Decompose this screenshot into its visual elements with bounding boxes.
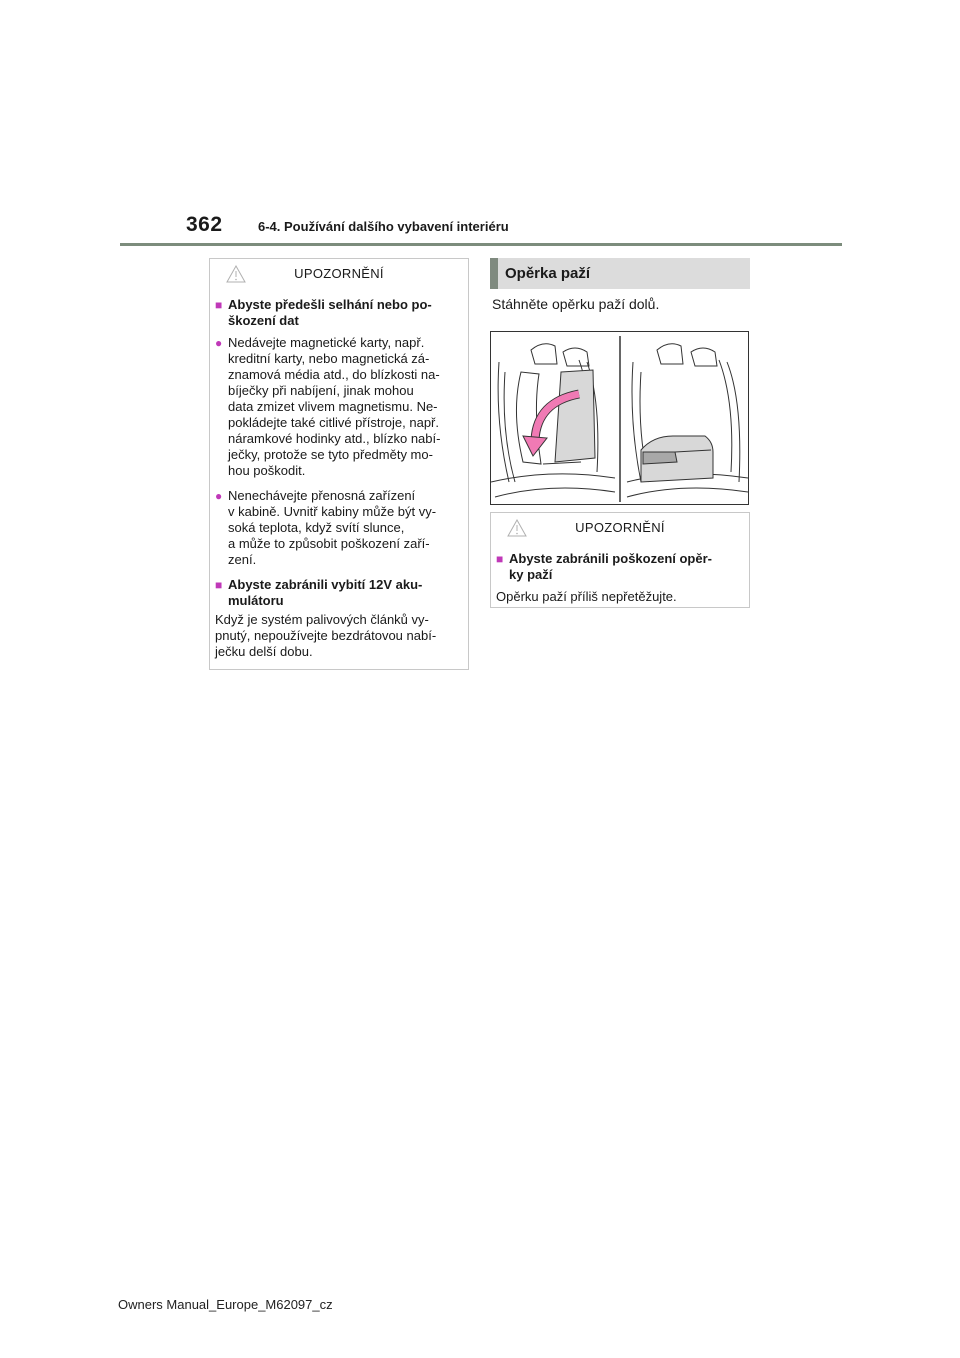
circle-bullet-icon: ● [215, 489, 223, 503]
caution-item-text: Nenechávejte přenosná zařízení v kabině. Uvnitř kabiny může být vy- soká teplota, když svítí slunce, a může to způsobit poškození zaří- zení. [228, 488, 437, 567]
armrest-instruction: Stáhněte opěrku paží dolů. [492, 296, 660, 312]
caution-closing-text: Když je systém palivových článků vy- pnutý, nepoužívejte bezdrátovou nabí- ječku delší dobu. [215, 612, 437, 659]
caution-item [215, 335, 462, 479]
caution-box-left [209, 258, 469, 670]
armrest-drawing [491, 332, 748, 504]
caution-item [496, 551, 743, 583]
square-bullet-icon: ■ [215, 298, 223, 312]
caution-title: UPOZORNĚNÍ [575, 519, 665, 535]
caution-item [215, 488, 462, 568]
square-bullet-icon: ■ [215, 578, 223, 592]
caution-body-text: Opěrku paží příliš nepřetěžujte. [496, 589, 677, 604]
caution-header [491, 513, 749, 541]
square-bullet-icon: ■ [496, 552, 504, 566]
caution-item [215, 297, 462, 329]
caution-body [491, 541, 749, 613]
header-rule [120, 243, 842, 246]
caution-title: UPOZORNĚNÍ [294, 265, 384, 281]
caution-item-text: Abyste předešli selhání nebo po- škození dat [228, 297, 432, 328]
footer-text: Owners Manual_Europe_M62097_cz [118, 1297, 333, 1312]
caution-item [215, 577, 462, 609]
page-number: 362 [186, 213, 223, 236]
caution-body [210, 287, 468, 668]
warning-triangle-icon [507, 519, 527, 537]
armrest-illustration [490, 331, 749, 505]
caution-item-text: Abyste zabránili poškození opěr- ky paží [509, 551, 712, 582]
circle-bullet-icon: ● [215, 336, 223, 350]
caution-item-text: Abyste zabránili vybití 12V aku- mulátoru [228, 577, 423, 608]
armrest-heading: Opěrka paží [490, 258, 750, 289]
caution-item-text: Nedávejte magnetické karty, např. kreditní karty, nebo magnetická zá- znamová média atd., do blízkosti na- bíječky při nabíjení, jinak mohou data zmizet vlivem magnetismu. Ne- pokládejte také citlivé přístroje, např. náramkové hodinky atd., blízko nabí- ječky, protože se tyto předměty mo- hou poškodit. [228, 335, 441, 478]
caution-box-right [490, 512, 750, 608]
section-title: 6-4. Používání dalšího vybavení interiéru [258, 219, 509, 234]
warning-triangle-icon [226, 265, 246, 283]
caution-header [210, 259, 468, 287]
